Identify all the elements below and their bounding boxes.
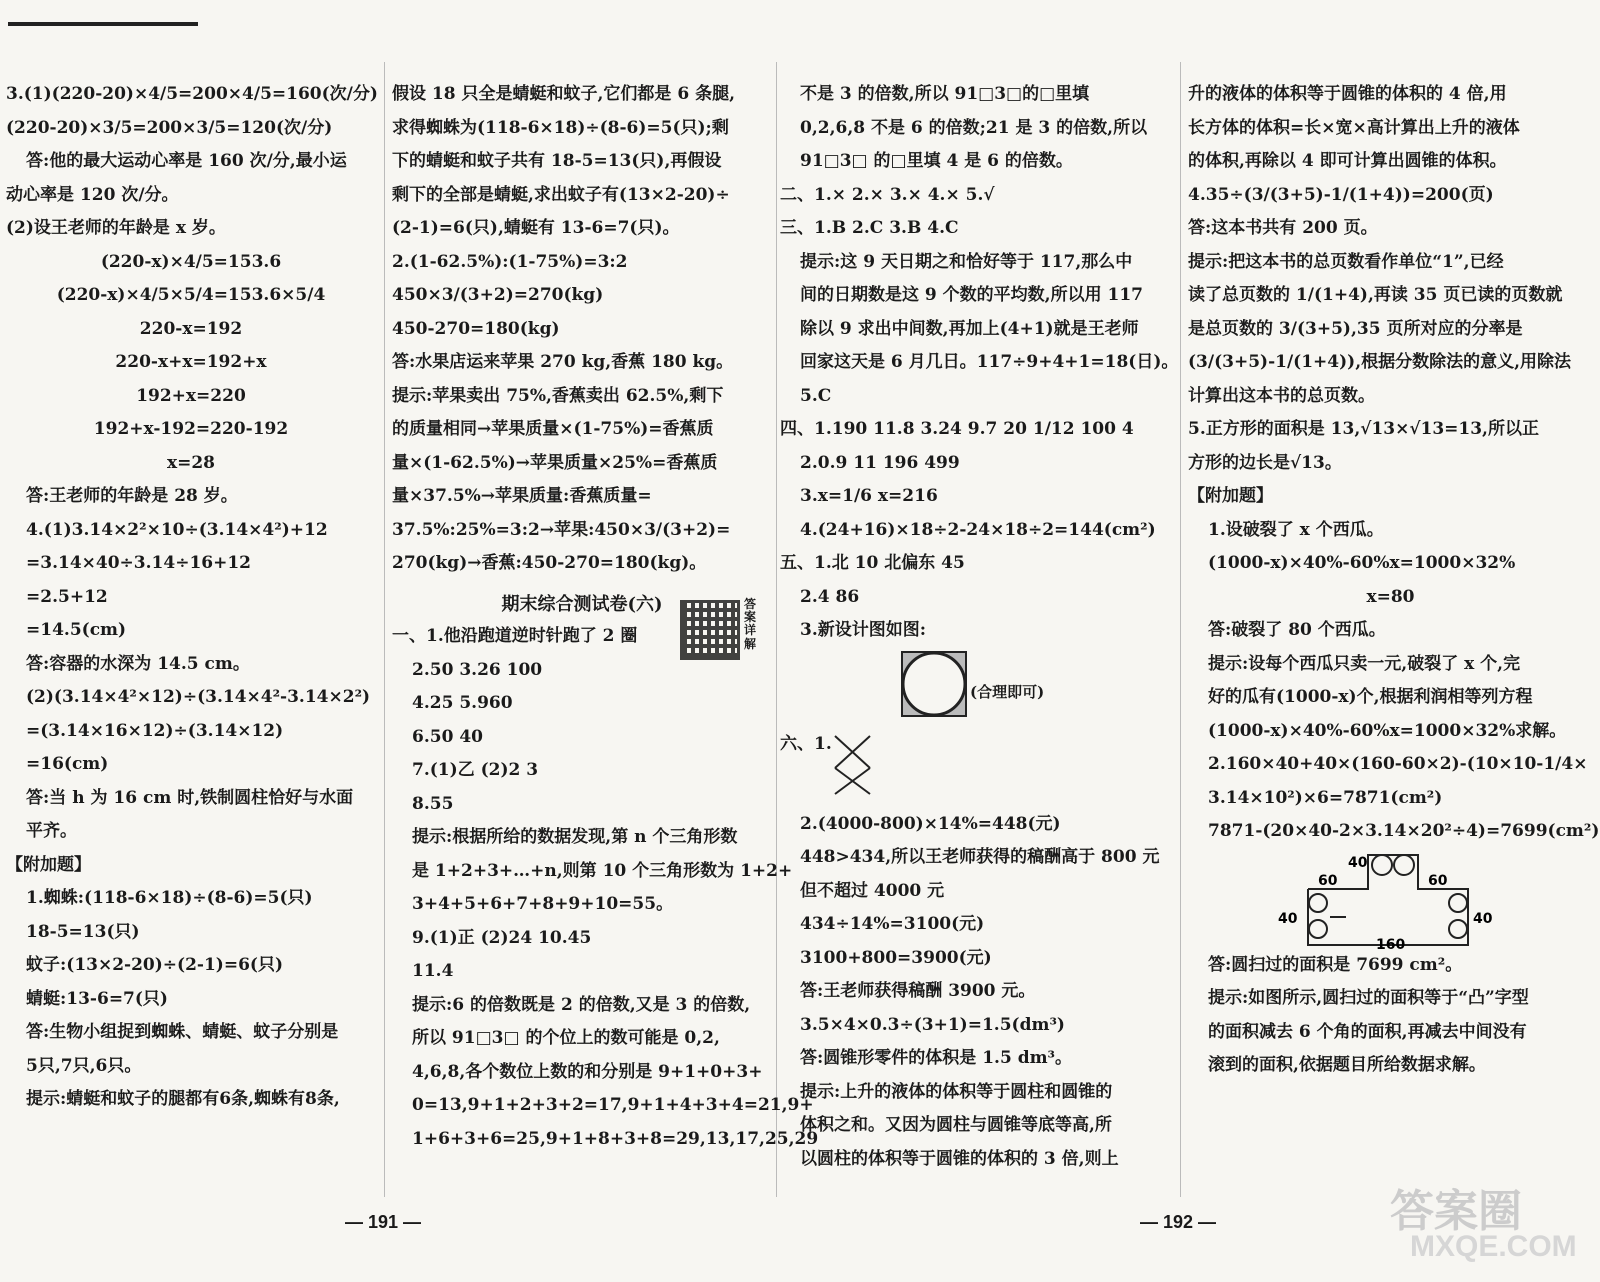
figure-note: (合理即可) <box>970 682 1045 701</box>
text-line: 4.(24+16)×18÷2-24×18÷2=144(cm²) <box>800 519 1156 540</box>
text-line: (3/(3+5)-1/(1+4)),根据分数除法的意义,用除法 <box>1188 352 1572 372</box>
text-line: 2.0.9 11 196 499 <box>800 452 960 473</box>
text-line: 升的液体的体积等于圆锥的体积的 4 倍,用 <box>1188 84 1507 104</box>
text-line: 18-5=13(只) <box>26 921 140 942</box>
text-line: (1000-x)×40%-60%x=1000×32% <box>1208 553 1516 573</box>
column-divider <box>776 62 777 1197</box>
text-line: 除以 9 求出中间数,再加上(4+1)就是王老师 <box>800 318 1139 339</box>
text-line: 六、1. <box>780 733 832 754</box>
text-line: 以圆柱的体积等于圆锥的体积的 3 倍,则上 <box>800 1148 1119 1169</box>
text-line: =2.5+12 <box>26 586 108 607</box>
top-rule <box>8 22 198 26</box>
text-line: 不是 3 的倍数,所以 91□3□的□里填 <box>800 84 1090 104</box>
text-line: 3100+800=3900(元) <box>800 947 992 968</box>
text-line: 3.新设计图如图: <box>800 620 927 640</box>
text-line: 434÷14%=3100(元) <box>800 914 985 934</box>
dim-label-40-right: 40 <box>1473 910 1493 927</box>
text-line: =16(cm) <box>26 754 109 774</box>
answer-column-1 <box>6 78 376 1117</box>
text-line: 是总页数的 3/(3+5),35 页所对应的分率是 <box>1188 318 1523 339</box>
text-line: 6.50 40 <box>412 726 483 747</box>
text-line: 动心率是 120 次/分。 <box>6 184 179 205</box>
section-header: 【附加题】 <box>1188 486 1273 506</box>
text-line: 5.正方形的面积是 13,√13×√13=13,所以正 <box>1188 419 1539 439</box>
text-line: 三、1.B 2.C 3.B 4.C <box>780 218 959 238</box>
circle-shape <box>903 653 965 715</box>
text-line: 11.4 <box>412 961 454 981</box>
equation-line: (220-x)×4/5×5/4=153.6×5/4 <box>56 285 326 305</box>
text-line: 3.14×10²)×6=7871(cm²) <box>1208 787 1443 808</box>
text-line: 提示:如图所示,圆扫过的面积等于“凸”字型 <box>1208 988 1529 1008</box>
text-line: 所以 91□3□ 的个位上的数可能是 0,2, <box>412 1028 720 1048</box>
text-line: (2)(3.14×4²×12)÷(3.14×4²-3.14×2²) <box>26 687 371 707</box>
text-line: 长方体的体积=长×宽×高计算出上升的液体 <box>1188 117 1520 138</box>
text-line: 4.25 5.960 <box>412 693 513 713</box>
text-line: 的面积减去 6 个角的面积,再减去中间没有 <box>1208 1021 1527 1042</box>
text-line: 蚊子:(13×2-20)÷(2-1)=6(只) <box>26 955 284 975</box>
text-line: 2.(1-62.5%):(1-75%)=3:2 <box>392 251 628 272</box>
section-header: 【附加题】 <box>6 854 91 875</box>
text-line: 好的瓜有(1000-x)个,根据利润相等列方程 <box>1208 687 1533 707</box>
text-line: 滚到的面积,依据题目所给数据求解。 <box>1208 1055 1486 1075</box>
text-line: 2.4 86 <box>800 586 860 607</box>
text-line: 9.(1)正 (2)24 10.45 <box>412 927 592 948</box>
dim-label-160-bottom: 160 <box>1376 936 1406 949</box>
dim-label-60-right: 60 <box>1428 872 1448 889</box>
answer-column-4 <box>1188 78 1600 1083</box>
text-line: 提示:把这本书的总页数看作单位“1”,已经 <box>1188 251 1504 272</box>
text-line: 量×37.5%→苹果质量:香蕉质量= <box>392 486 652 506</box>
text-line: 答:他的最大运动心率是 160 次/分,最小运 <box>26 151 347 171</box>
text-line: 提示:上升的液体的体积等于圆柱和圆锥的 <box>800 1081 1113 1102</box>
text-line: 答:圆锥形零件的体积是 1.5 dm³。 <box>800 1048 1073 1068</box>
text-line: 剩下的全部是蜻蜓,求出蚊子有(13×2-20)÷ <box>392 184 730 205</box>
equation-line: x=80 <box>1366 586 1415 607</box>
column-divider <box>1180 62 1181 1197</box>
text-line: 二、1.× 2.× 3.× 4.× 5.√ <box>780 184 995 205</box>
text-line: =(3.14×16×12)÷(3.14×12) <box>26 720 284 741</box>
text-line: =14.5(cm) <box>26 620 127 640</box>
answer-column-3 <box>780 78 1179 1176</box>
text-line: 答:容器的水深为 14.5 cm。 <box>26 653 250 674</box>
text-line: 提示:设每个西瓜只卖一元,破裂了 x 个,完 <box>1208 653 1521 674</box>
text-line: 450-270=180(kg) <box>392 318 560 339</box>
qr-code[interactable] <box>680 600 740 660</box>
text-line: 4.(1)3.14×2²×10÷(3.14×4²)+12 <box>26 519 328 540</box>
test-title: 期末综合测试卷(六) <box>501 593 663 615</box>
text-line: 448>434,所以王老师获得的稿酬高于 800 元 <box>800 847 1160 867</box>
text-line: 计算出这本书的总页数。 <box>1188 385 1375 406</box>
dim-label-60-left: 60 <box>1318 872 1338 889</box>
design-figure <box>780 648 1170 728</box>
text-line: (1000-x)×40%-60%x=1000×32%求解。 <box>1208 720 1567 741</box>
text-line: 提示:蜻蜓和蚊子的腿都有6条,蜘蛛有8条, <box>26 1089 340 1109</box>
dim-label-40-top: 40 <box>1348 854 1368 871</box>
text-line: 2.50 3.26 100 <box>412 659 543 680</box>
equation-line: 192+x=220 <box>136 385 246 406</box>
text-line: 答:生物小组捉到蜘蛛、蜻蜓、蚊子分别是 <box>26 1022 339 1042</box>
text-line: 答:破裂了 80 个西瓜。 <box>1208 620 1386 640</box>
text-line: 方形的边长是√13。 <box>1188 452 1342 473</box>
text-line: 答:圆扫过的面积是 7699 cm²。 <box>1208 954 1463 975</box>
equation-line: (220-x)×4/5=153.6 <box>100 251 282 272</box>
equation-line: 220-x+x=192+x <box>115 352 267 372</box>
text-line: 提示:根据所给的数据发现,第 n 个三角形数 <box>412 827 738 847</box>
text-line: 1+6+3+6=25,9+1+8+3+8=29,13,17,25,29 <box>412 1128 819 1149</box>
text-line: 2.160×40+40×(160-60×2)-(10×10-1/4× <box>1208 754 1588 774</box>
text-line: (2-1)=6(只),蜻蜓有 13-6=7(只)。 <box>392 218 680 238</box>
text-line: 3.x=1/6 x=216 <box>800 486 938 506</box>
text-line: 下的蜻蜓和蚊子共有 18-5=13(只),再假设 <box>392 151 722 171</box>
text-line: 读了总页数的 1/(1+4),再读 35 页已读的页数就 <box>1188 285 1563 305</box>
text-line: 是 1+2+3+…+n,则第 10 个三角形数为 1+2+ <box>412 860 793 881</box>
text-line: 体积之和。又因为圆柱与圆锥等底等高,所 <box>800 1115 1112 1135</box>
convex-shape-diagram <box>1268 849 1528 949</box>
text-line: 蜻蜓:13-6=7(只) <box>26 988 168 1009</box>
text-line: 450×3/(3+2)=270(kg) <box>392 285 604 305</box>
text-line: 假设 18 只全是蜻蜓和蚊子,它们都是 6 条腿, <box>392 84 735 104</box>
text-line: 1.蜘蛛:(118-6×18)÷(8-6)=5(只) <box>26 888 313 908</box>
text-line: 91□3□ 的□里填 4 是 6 的倍数。 <box>800 151 1073 171</box>
text-line: 答:水果店运来苹果 270 kg,香蕉 180 kg。 <box>392 352 734 372</box>
text-line: 2.(4000-800)×14%=448(元) <box>800 813 1061 834</box>
text-line: 四、1.190 11.8 3.24 9.7 20 1/12 100 4 <box>780 419 1134 439</box>
watermark-url: MXQE.COM <box>1410 1230 1577 1263</box>
text-line: 答:当 h 为 16 cm 时,铁制圆柱恰好与水面 <box>26 787 354 808</box>
text-line: 的质量相同→苹果质量×(1-75%)=香蕉质 <box>392 419 714 439</box>
text-line: 五、1.北 10 北偏东 45 <box>780 553 965 573</box>
text-line: 3.5×4×0.3÷(3+1)=1.5(dm³) <box>800 1014 1065 1035</box>
text-line: (220-20)×3/5=200×3/5=120(次/分) <box>6 117 333 138</box>
text-line: 平齐。 <box>26 821 77 841</box>
text-line: 但不超过 4000 元 <box>800 880 945 901</box>
qr-label: 答案详解 <box>744 597 757 651</box>
text-line: 提示:6 的倍数既是 2 的倍数,又是 3 的倍数, <box>412 994 751 1015</box>
watermark-logo: 答案圈 <box>1390 1187 1522 1236</box>
dim-label-40-left: 40 <box>1278 910 1298 927</box>
text-line: 0=13,9+1+2+3+2=17,9+1+4+3+4=21,9+ <box>412 1095 814 1115</box>
text-line: 回家这天是 6 月几日。117÷9+4+1=18(日)。 <box>800 352 1179 372</box>
matching-figure <box>780 728 1170 808</box>
text-line: 量×(1-62.5%)→苹果质量×25%=香蕉质 <box>392 452 718 473</box>
equation-line: 192+x-192=220-192 <box>93 419 289 439</box>
text-line: 270(kg)→香蕉:450-270=180(kg)。 <box>392 553 707 573</box>
text-line: 答:王老师获得稿酬 3900 元。 <box>800 981 1036 1001</box>
text-line: 1.设破裂了 x 个西瓜。 <box>1208 519 1384 540</box>
text-line: 答:这本书共有 200 页。 <box>1188 218 1378 238</box>
convex-shape-figure <box>1188 849 1593 949</box>
text-line: 8.55 <box>412 793 454 814</box>
text-line: 3.(1)(220-20)×4/5=200×4/5=160(次/分) <box>6 84 378 104</box>
page-number-left: — 191 — <box>345 1212 422 1232</box>
text-line: 7.(1)乙 (2)2 3 <box>412 760 539 780</box>
text-line: 一、1.他沿跑道逆时针跑了 2 圈 <box>392 626 638 646</box>
page-number-right: — 192 — <box>1140 1212 1217 1232</box>
text-line: 间的日期数是这 9 个数的平均数,所以用 117 <box>800 285 1143 305</box>
text-line: 的体积,再除以 4 即可计算出圆锥的体积。 <box>1188 151 1507 171</box>
text-line: 0,2,6,8 不是 6 的倍数;21 是 3 的倍数,所以 <box>800 117 1148 138</box>
text-line: 4.35÷(3/(3+5)-1/(1+4))=200(页) <box>1188 184 1494 205</box>
cross-lines-diagram <box>830 728 890 798</box>
text-line: 提示:苹果卖出 75%,香蕉卖出 62.5%,剩下 <box>392 385 724 406</box>
text-line: 3+4+5+6+7+8+9+10=55。 <box>412 894 674 914</box>
text-line: 求得蜘蛛为(118-6×18)÷(8-6)=5(只);剩 <box>392 117 729 138</box>
text-line: 7871-(20×40-2×3.14×20²÷4)=7699(cm²) <box>1208 821 1600 841</box>
equation-line: x=28 <box>166 452 216 473</box>
text-line: =3.14×40÷3.14÷16+12 <box>26 553 252 573</box>
column-divider <box>384 62 385 1197</box>
text-line: 37.5%:25%=3:2→苹果:450×3/(3+2)= <box>392 519 731 540</box>
text-line: 4,6,8,各个数位上数的和分别是 9+1+0+3+ <box>412 1061 763 1082</box>
text-line: 5.C <box>800 385 832 406</box>
equation-line: 220-x=192 <box>139 318 243 339</box>
text-line: 5只,7只,6只。 <box>26 1055 142 1076</box>
text-line: 答:王老师的年龄是 28 岁。 <box>26 486 238 506</box>
text-line: 提示:这 9 天日期之和恰好等于 117,那么中 <box>800 251 1133 272</box>
text-line: (2)设王老师的年龄是 x 岁。 <box>6 218 226 238</box>
